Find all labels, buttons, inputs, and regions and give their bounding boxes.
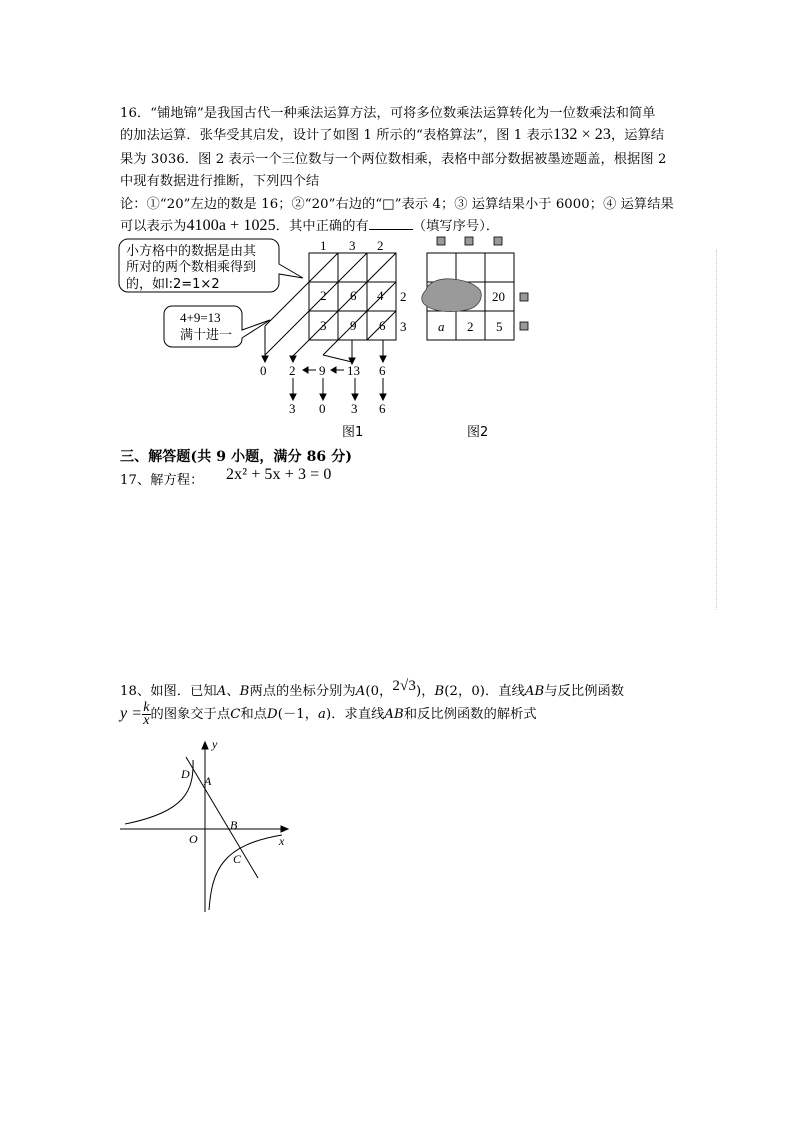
fig1-result-3b: 3 [351,401,358,416]
q16-line2-text-a: 的加法运算．张华受其启发，设计了如图 1 所示的“表格算法”，图 1 表示 [120,128,554,143]
q16-line6-math: 4100a + 1025 [186,217,276,234]
fig1-top-digit-3: 2 [377,238,384,253]
fig1-right-digit-2: 3 [400,319,407,334]
label-c: C [233,852,242,866]
q18-l1-sqrt: 2√3 [392,678,416,694]
callout1-line3: 的，如l:2=1×2 [126,277,220,292]
fig1-right-digit-1: 2 [400,289,407,304]
q18-l1-c: 、 [226,684,240,699]
q18-frac-num: k [143,700,150,715]
q18-l2-D: D [267,707,278,722]
label-x: x [279,834,285,848]
q18-l1-i: )， [415,684,435,699]
q16-line2-text-b: ，运算结 [611,128,665,143]
fig1-cell-3: 3 [320,318,327,333]
q16-line6-text-b: ．其中正确的有 [275,219,369,234]
x-axis-arrow [281,826,288,832]
fig2-cell-5: 5 [496,319,503,334]
fig2-cell-20: 20 [492,289,505,304]
label-a: A [204,774,212,788]
q16-line1: 16．“铺地锦”是我国古代一种乘法运算方法，可将多位数乘法运算转化为一位数乘法和简单 [120,106,656,121]
fig1-sum-9: 9 [319,363,326,378]
q18-l2-i: 和反比例函数的解析式 [403,707,537,722]
callout2-line2: 满十进一 [180,328,233,343]
q16-line6-text-c: （填写序号）． [412,219,500,234]
fig1-top-digit-2: 3 [349,238,356,253]
fig1-result-0: 0 [319,401,326,416]
fig1-cell-2: 2 [320,288,327,303]
q17-label: 17、解方程： [120,473,204,488]
label-d: D [181,767,190,781]
q18-l2-a: 的图象交于点 [150,707,231,722]
q16-line6-text-a: 可以表示为 [120,219,187,234]
q18-l1-B2: B [434,684,445,699]
q16-line4: 中现有数据进行推断，下列四个结 [120,174,320,189]
callout2-line1: 4+9=13 [180,310,221,325]
fig1-result-3: 3 [289,401,296,416]
q18-l1-g: (0， [365,684,393,699]
q18-l2-a-var: a [318,707,327,722]
fig1-cell-6: 6 [350,288,357,303]
q16-line5: 论：①“20”左边的数是 16；②“20”右边的“□”表示 4；③ 运算结果小于 6000；④ 运算结果 [120,197,674,212]
fig1-sum-0: 0 [260,363,267,378]
hyperbola-branch-right [209,835,282,910]
q18-l2-g: )．求直线 [326,707,385,722]
callout1-line1: 小方格中的数据是由其 [126,244,257,259]
q18-l2-y: y = [120,705,143,722]
fig1-cell-6b: 6 [379,318,386,333]
q16-line2-math: 132 × 23 [553,126,611,143]
callout1-line2: 所对的两个数相乘得到 [126,260,257,275]
q18-l1-AB: AB [524,684,545,699]
label-origin: O [189,832,198,846]
q18-frac-den: x [143,713,150,728]
q18-l1-a: 18、如图．已知 [120,684,217,699]
q18-l1-B: B [239,684,250,699]
fig1-caption: 图1 [342,425,364,440]
q18-l2-AB: AB [384,707,404,722]
page-edge-marks [716,250,723,610]
fig1-result-6: 6 [379,401,386,416]
y-axis-arrow [202,742,208,749]
fig1-sum-6: 6 [379,363,386,378]
fig1-sum-2: 2 [289,363,296,378]
fig1-cell-4: 4 [377,288,384,303]
q16-line3: 果为 3036．图 2 表示一个三位数与一个两位数相乘，表格中部分数据被墨迹题盖，根据图 2 [120,152,667,167]
line-ab [186,757,258,878]
q18-l1-k: (2，0)．直线 [444,684,525,699]
q18-l1-m: 与反比例函数 [544,684,625,699]
q18-l1-A2: A [355,684,366,699]
fig2-caption: 图2 [467,425,489,440]
q17-equation: 2x² + 5x + 3 = 0 [226,466,332,483]
q18-l2-C: C [230,707,241,722]
q18-l2-e: (－1， [277,707,319,722]
section3-title: 三、解答题(共 9 小题，满分 86 分) [120,449,353,465]
fig1-cell-9: 9 [350,318,357,333]
q18-l2-c: 和点 [240,707,268,722]
fig1-top-digit-1: 1 [320,238,327,253]
q18-l1-e: 两点的坐标分别为 [249,684,356,699]
label-y: y [212,737,218,751]
fig1-sum-13: 13 [347,363,360,378]
fig2-cell-a: a [438,319,445,334]
q18-l1-A: A [216,684,227,699]
label-b: B [230,818,238,832]
fig2-cell-2: 2 [467,319,474,334]
